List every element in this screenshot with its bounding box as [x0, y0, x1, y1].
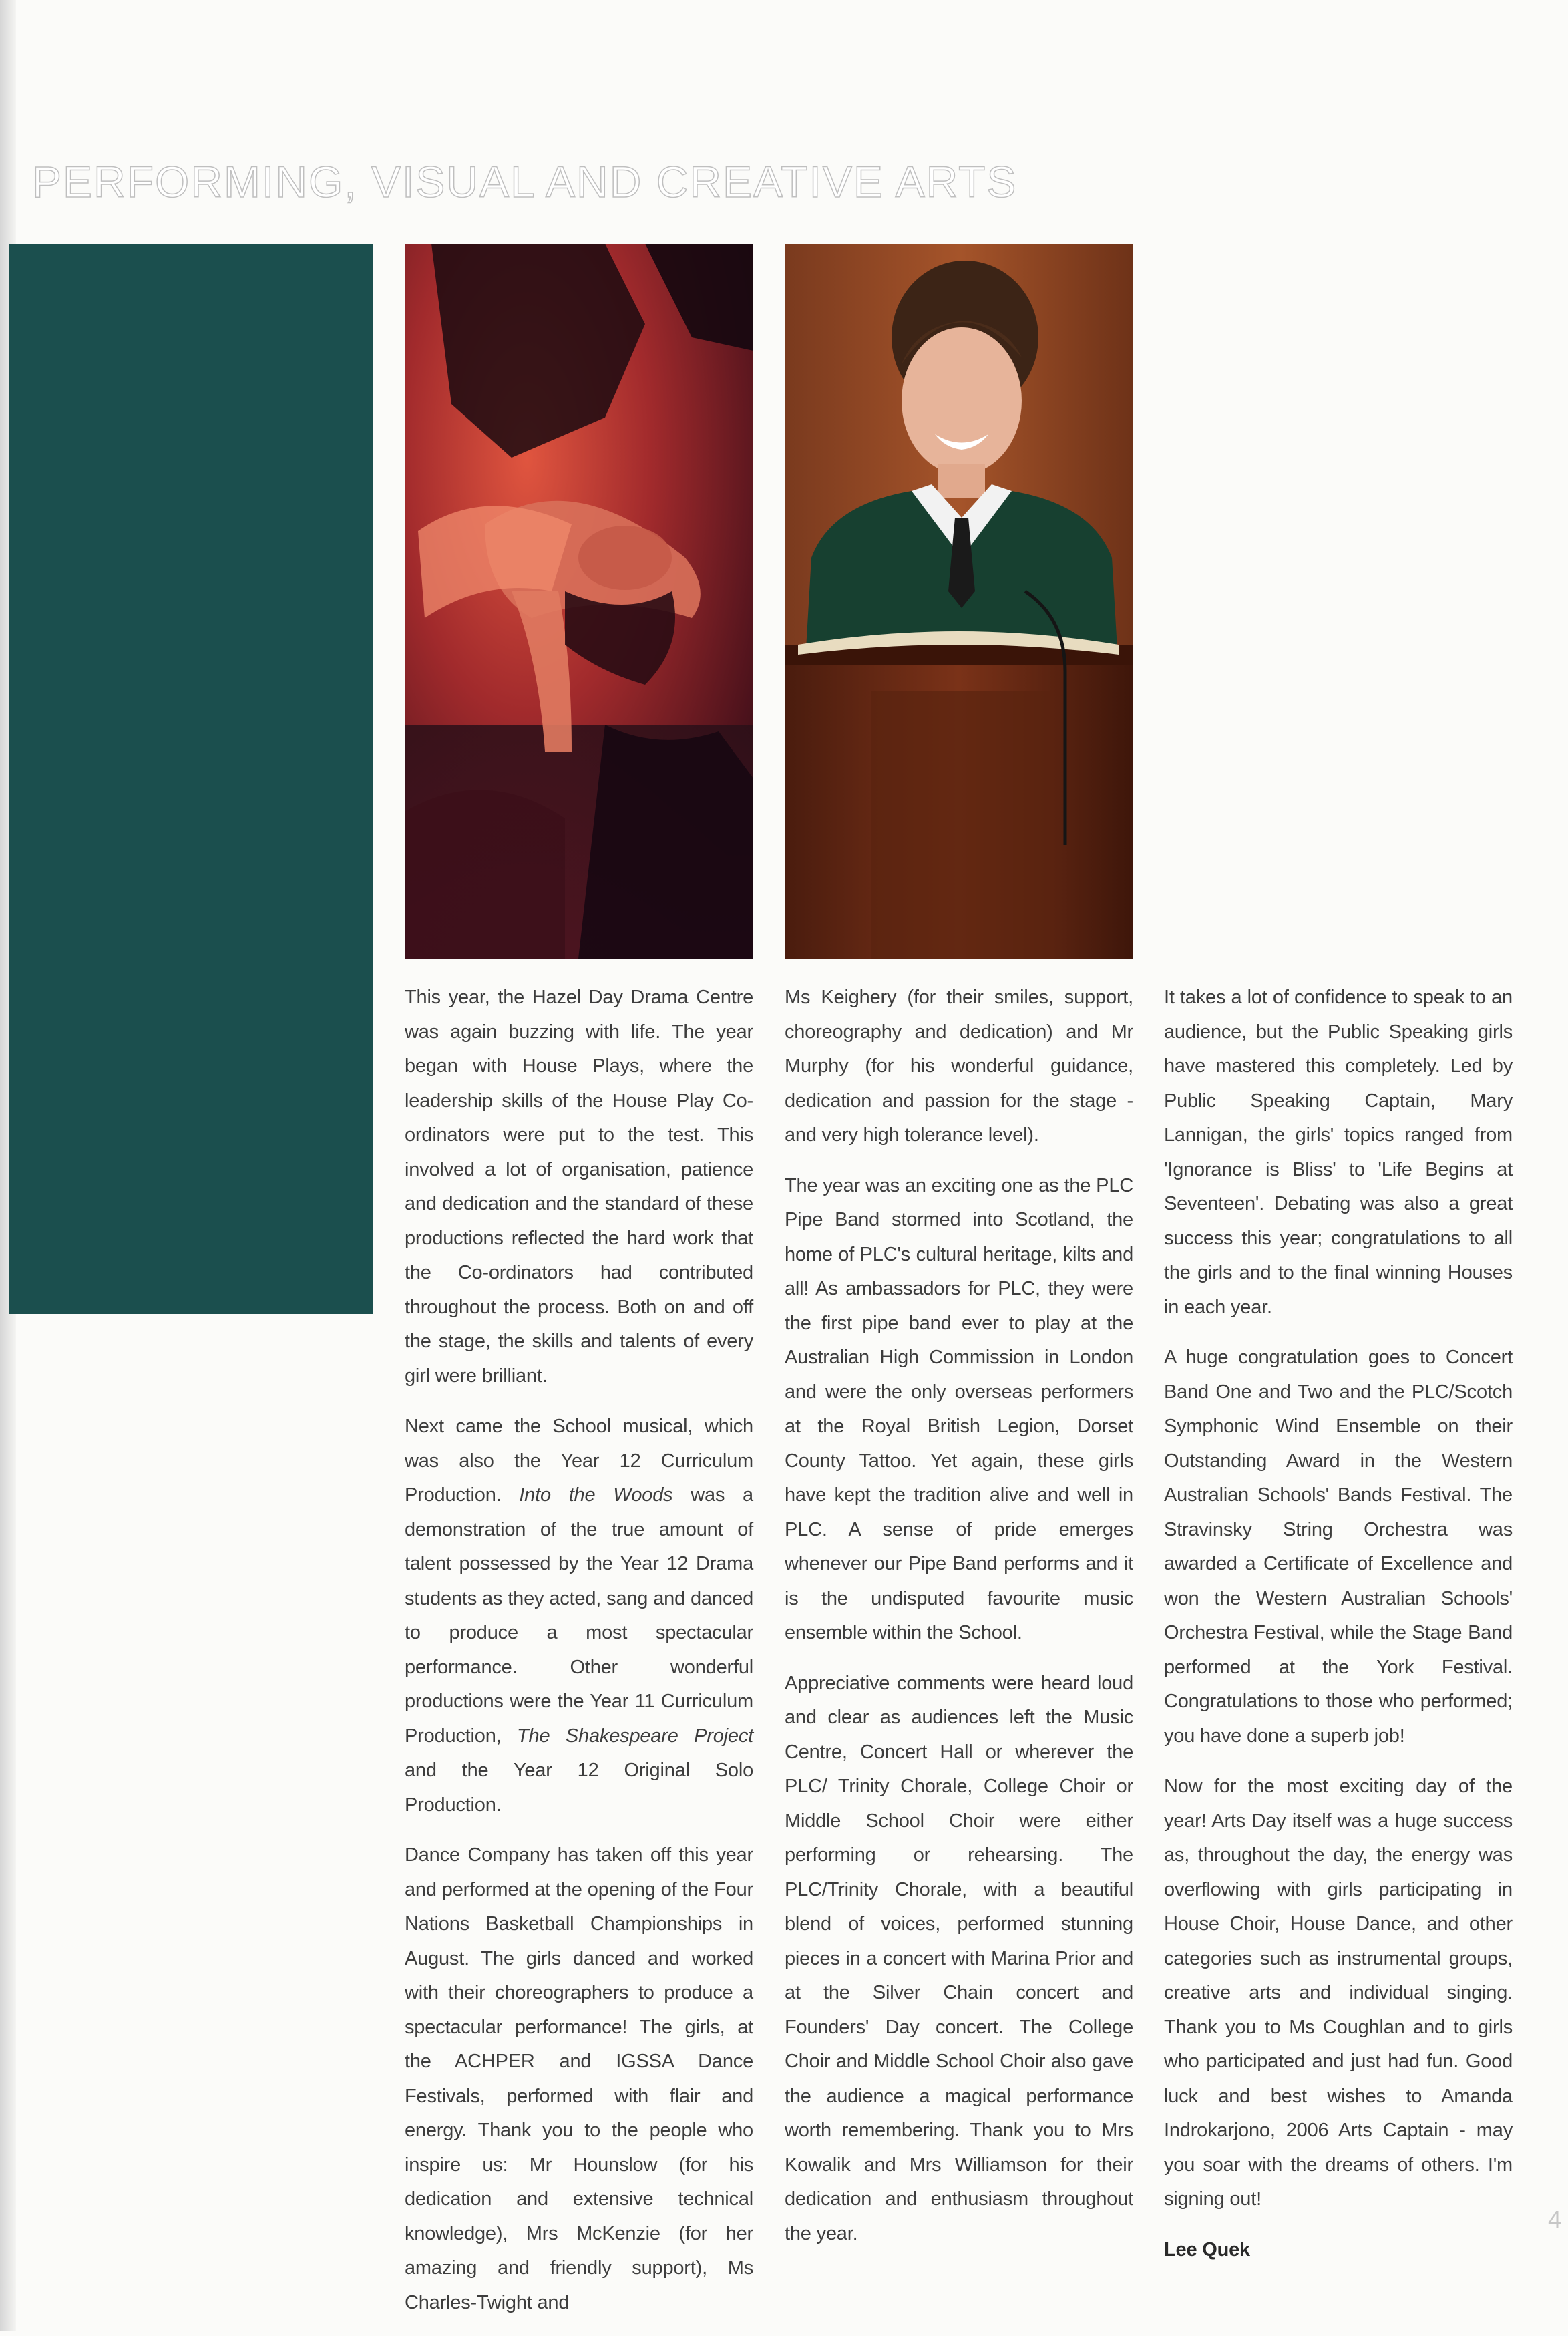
- production-title-into-the-woods: Into the Woods: [519, 1484, 673, 1506]
- paragraph-school-musical: [405, 1409, 753, 1822]
- paragraph-bands-orchestras: A huge congratulation goes to Concert Band One and Two and the PLC/Scotch Symphonic Wind Ensemble on their Outstanding Award in the Western Australian Schools' Bands Festival. The Stravinsky String Orchestra was awarded a Certificate of Excellence and won the Western Australian Schools' Orchestra Festival, while the Stage Band performed at the York Festival. Congratulations to those who performed; you have done a superb job!: [1164, 1347, 1513, 1747]
- article-column-1: [405, 981, 753, 2336]
- article-column-2: [785, 981, 1133, 2267]
- paragraph-dance-thanks: Ms Keighery (for their smiles, support, choreography and dedication) and Mr Murphy (for his wonderful guidance, dedication and passion for the stage - and very high tolerance level).: [785, 987, 1133, 1146]
- paragraph-dance-company: Dance Company has taken off this year and performed at the opening of the Four Nations Basketball Championships in August. The girls danced and worked with their choreographers to produce a spectacular performance! The girls, at the ACHPER and IGSSA Dance Festivals, performed with flair and energy. Thank you to the people who inspire us: Mr Hounslow (for his dedication and extensive technical knowledge), Mrs McKenzie (for her amazing and friendly support), Ms Charles-Twight and: [405, 1844, 753, 2313]
- article-author: Lee Quek: [1164, 2238, 1250, 2261]
- article-column-3: [1164, 981, 1513, 2283]
- paragraph-arts-day: Now for the most exciting day of the year! Arts Day itself was a huge success as, throughout the day, the energy was overflowing with girls participating in House Choir, House Dance, and other categories such as instrumental groups, creative arts and individual singing. Thank you to Ms Coughlan and to girls who participated and just had fun. Good luck and best wishes to Amanda Indrokarjono, 2006 Arts Captain - may you soar with the dreams of others. I'm signing out!: [1164, 1776, 1513, 2210]
- musical-text-3: and the Year 12 Original Solo Production.: [405, 1760, 753, 1816]
- page-number: 4: [1548, 2206, 1562, 2233]
- dance-photo: [405, 244, 753, 959]
- decorative-color-panel: [9, 244, 373, 1314]
- musical-text-1: Next came the School musical, which was also the Year 12 Curriculum Production.: [405, 1415, 753, 1506]
- paragraph-public-speaking: It takes a lot of confidence to speak to an audience, but the Public Speaking girls have mastered this completely. Led by Public Speaking Captain, Mary Lannigan, the girls' topics ranged from 'Ignorance is Bliss' to 'Life Begins at Seventeen'. Debating was also a great success this year; congratulations to all the girls and to the final winning Houses in each year.: [1164, 987, 1513, 1318]
- paragraph-pipe-band: The year was an exciting one as the PLC Pipe Band stormed into Scotland, the home of PLC's cultural heritage, kilts and all! As ambassadors for PLC, they were the first pipe band ever to play at the Australian High Commission in London and were the only overseas performers at the Royal British Legion, Dorset County Tattoo. Yet again, these girls have kept the tradition alive and well in PLC. A sense of pride emerges whenever our Pipe Band performs and it is the undisputed favourite music ensemble within the School.: [785, 1174, 1133, 1643]
- speaker-photo: [785, 244, 1133, 959]
- paragraph-choirs: Appreciative comments were heard loud and clear as audiences left the Music Centre, Concert Hall or wherever the PLC/ Trinity Chorale, College Choir or Middle School Choir were either performing or rehearsing. The PLC/Trinity Chorale, with a beautiful blend of voices, performed stunning pieces in a concert with Marina Prior and at the Silver Chain concert and Founders' Day concert. The College Choir and Middle School Choir also gave the audience a magical performance worth remembering. Thank you to Mrs Kowalik and Mrs Williamson for their dedication and enthusiasm throughout the year.: [785, 1672, 1133, 2244]
- production-title-shakespeare-project: The Shakespeare Project: [517, 1725, 753, 1747]
- page-heading: PERFORMING, VISUAL AND CREATIVE ARTS: [32, 157, 1018, 207]
- musical-text-2: was a demonstration of the true amount of talent possessed by the Year 12 Drama students as they acted, sang and danced to produce a most spectacular performance. Other wonderful productions were the Year 11 Curriculum Production,: [405, 1484, 753, 1747]
- paragraph-drama-centre: This year, the Hazel Day Drama Centre was again buzzing with life. The year began with House Plays, where the leadership skills of the House Play Co-ordinators were put to the test. This involved a lot of organisation, patience and dedication and the standard of these productions reflected the hard work that the Co-ordinators had contributed throughout the process. Both on and off the stage, the skills and talents of every girl were brilliant.: [405, 987, 753, 1387]
